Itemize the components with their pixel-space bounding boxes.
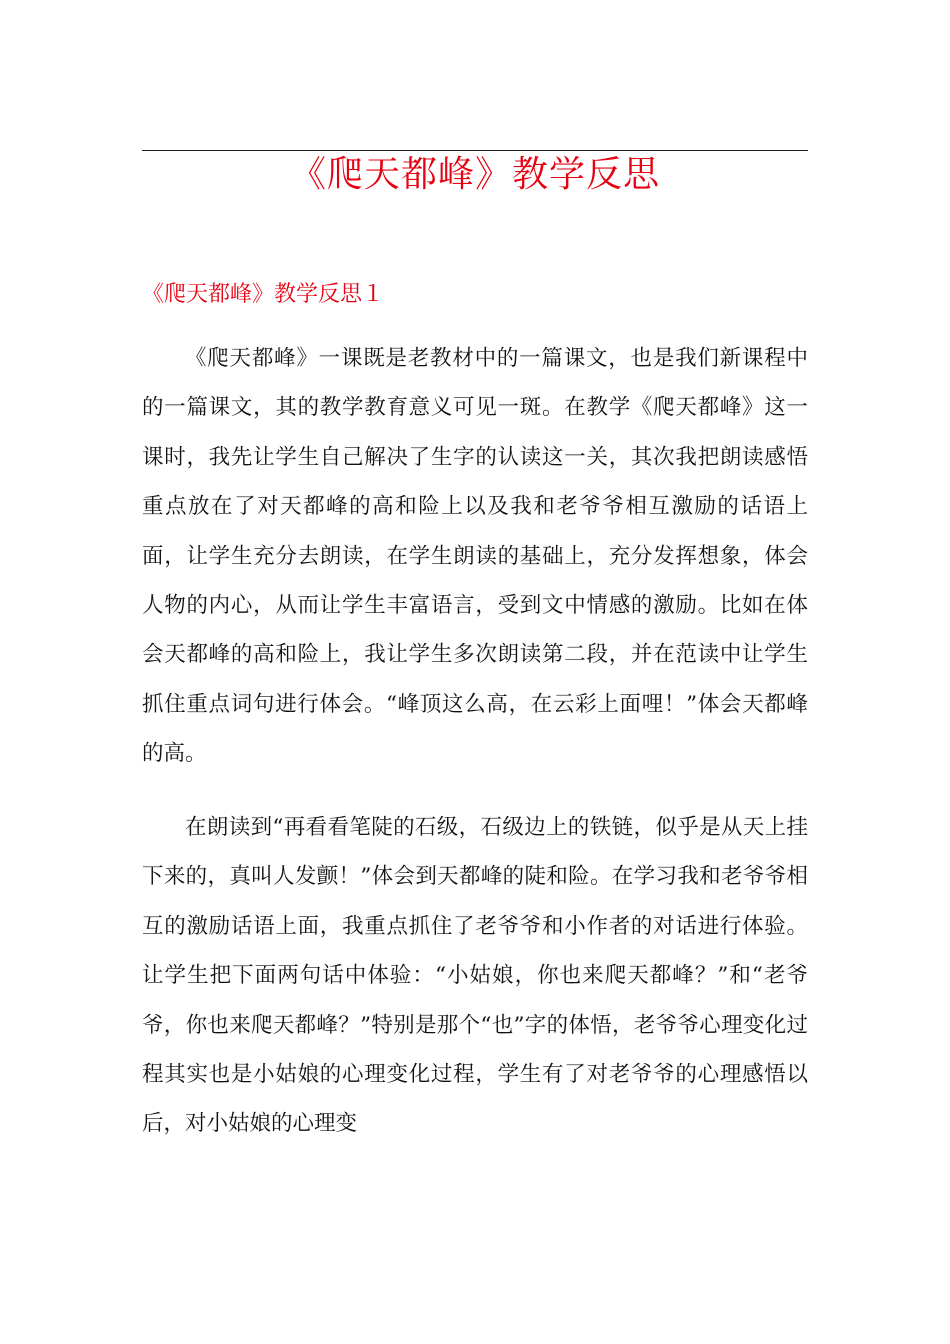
- body-paragraph-2: 在朗读到“再看看笔陡的石级，石级边上的铁链，似乎是从天上挂下来的，真叫人发颤！”体会到天都峰的陡和险。在学习我和老爷爷相互的激励话语上面，我重点抓住了老爷爷和小作者的对话进行体验。让学生把下面两句话中体验：“小姑娘，你也来爬天都峰？”和“老爷爷，你也来爬天都峰？”特别是那个“也”字的体悟，老爷爷心理变化过程其实也是小姑娘的心理变化过程，学生有了对老爷爷的心理感悟以后，对小姑娘的心理变: [142, 815, 808, 1137]
- body-paragraph-1: 《爬天都峰》一课既是老教材中的一篇课文，也是我们新课程中的一篇课文，其的教学教育意义可见一斑。在教学《爬天都峰》这一课时，我先让学生自己解决了生字的认读这一关，其次我把朗读感悟重点放在了对天都峰的高和险上以及我和老爷爷相互激励的话语上面，让学生充分去朗读，在学生朗读的基础上，充分发挥想象，体会人物的内心，从而让学生丰富语言，受到文中情感的激励。比如在体会天都峰的高和险上，我让学生多次朗读第二段，并在范读中让学生抓住重点词句进行体会。“峰顶这么高，在云彩上面哩！”体会天都峰的高。: [142, 346, 808, 767]
- header-rule: [142, 150, 808, 151]
- document-title: 《爬天都峰》教学反思: [289, 154, 660, 195]
- section-heading: 《爬天都峰》教学反思１: [142, 282, 385, 307]
